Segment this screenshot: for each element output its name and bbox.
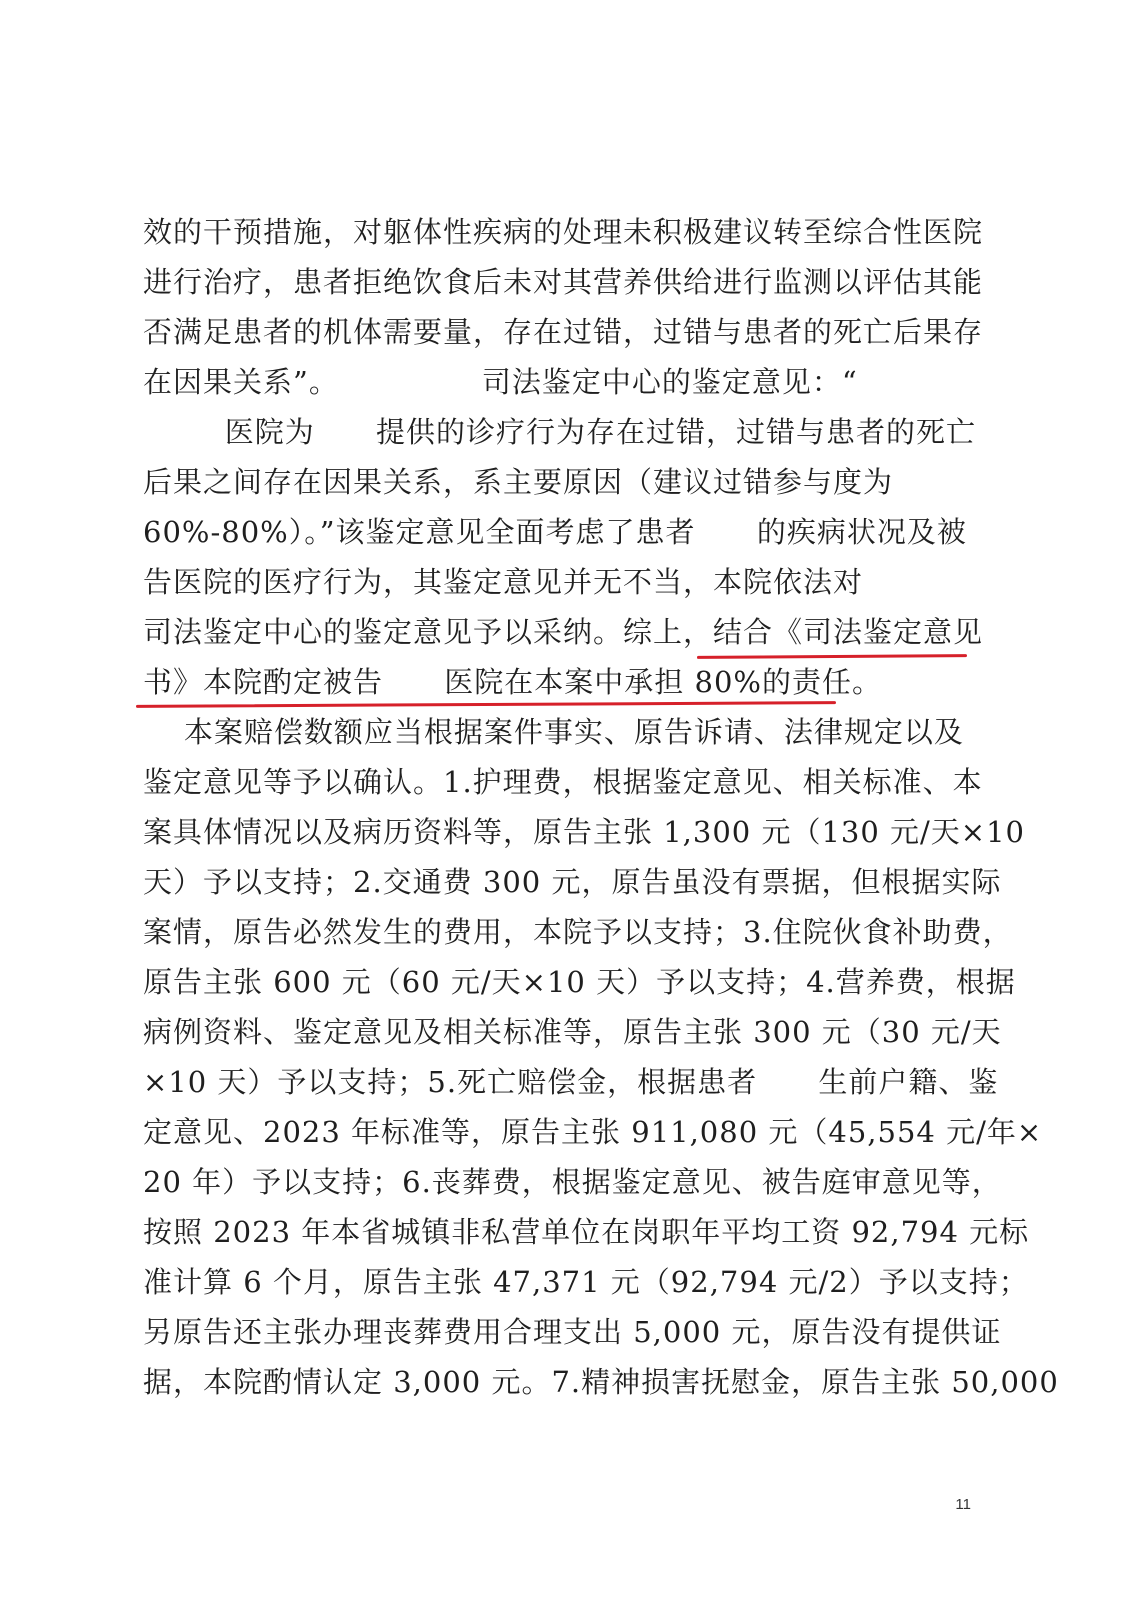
text-line-21: 按照 2023 年本省城镇非私营单位在岗职年平均工资 92,794 元标 xyxy=(143,1215,1030,1249)
text-line-8: 告医院的医疗行为，其鉴定意见并无不当，本院依法对 xyxy=(143,565,864,599)
red-underline-1 xyxy=(697,654,967,659)
page-number: 11 xyxy=(955,1496,971,1513)
text-line-16: 原告主张 600 元（60 元/天×10 天）予以支持；4.营养费，根据 xyxy=(143,965,1016,999)
text-line-23: 另原告还主张办理丧葬费用合理支出 5,000 元，原告没有提供证 xyxy=(143,1315,1002,1349)
text-line-19: 定意见、2023 年标准等，原告主张 911,080 元（45,554 元/年× xyxy=(143,1115,1043,1149)
text-line-3: 否满足患者的机体需要量，存在过错，过错与患者的死亡后果存 xyxy=(143,315,984,349)
text-line-7: 60%-80%）。”该鉴定意见全面考虑了患者 的疾病状况及被 xyxy=(143,515,967,549)
text-line-24: 据，本院酌情认定 3,000 元。7.精神损害抚慰金，原告主张 50,000 xyxy=(143,1365,1059,1399)
text-line-14: 天）予以支持；2.交通费 300 元，原告虽没有票据，但根据实际 xyxy=(143,865,1002,899)
text-line-5: 医院为 提供的诊疗行为存在过错，过错与患者的死亡 xyxy=(143,415,977,449)
text-line-9: 司法鉴定中心的鉴定意见予以采纳。综上，结合《司法鉴定意见 xyxy=(143,615,984,649)
text-line-13: 案具体情况以及病历资料等，原告主张 1,300 元（130 元/天×10 xyxy=(143,815,1025,849)
text-line-4: 在因果关系”。 司法鉴定中心的鉴定意见：“ xyxy=(143,365,858,399)
text-line-15: 案情，原告必然发生的费用，本院予以支持；3.住院伙食补助费， xyxy=(143,915,1013,949)
text-line-20: 20 年）予以支持；6.丧葬费，根据鉴定意见、被告庭审意见等， xyxy=(143,1165,1002,1199)
text-line-12: 鉴定意见等予以确认。1.护理费，根据鉴定意见、相关标准、本 xyxy=(143,765,983,799)
text-line-11: 本案赔偿数额应当根据案件事实、原告诉请、法律规定以及 xyxy=(143,715,964,749)
text-line-22: 准计算 6 个月，原告主张 47,371 元（92,794 元/2）予以支持； xyxy=(143,1265,1029,1299)
text-line-2: 进行治疗，患者拒绝饮食后未对其营养供给进行监测以评估其能 xyxy=(143,265,984,299)
text-line-1: 效的干预措施，对躯体性疾病的处理未积极建议转至综合性医院 xyxy=(143,215,984,249)
text-line-6: 后果之间存在因果关系，系主要原因（建议过错参与度为 xyxy=(143,465,894,499)
text-line-10: 书》本院酌定被告 医院在本案中承担 80%的责任。 xyxy=(143,665,882,699)
red-underline-2 xyxy=(136,701,836,708)
text-line-17: 病例资料、鉴定意见及相关标准等，原告主张 300 元（30 元/天 xyxy=(143,1015,1002,1049)
text-line-18: ×10 天）予以支持；5.死亡赔偿金，根据患者 生前户籍、鉴 xyxy=(143,1065,999,1099)
